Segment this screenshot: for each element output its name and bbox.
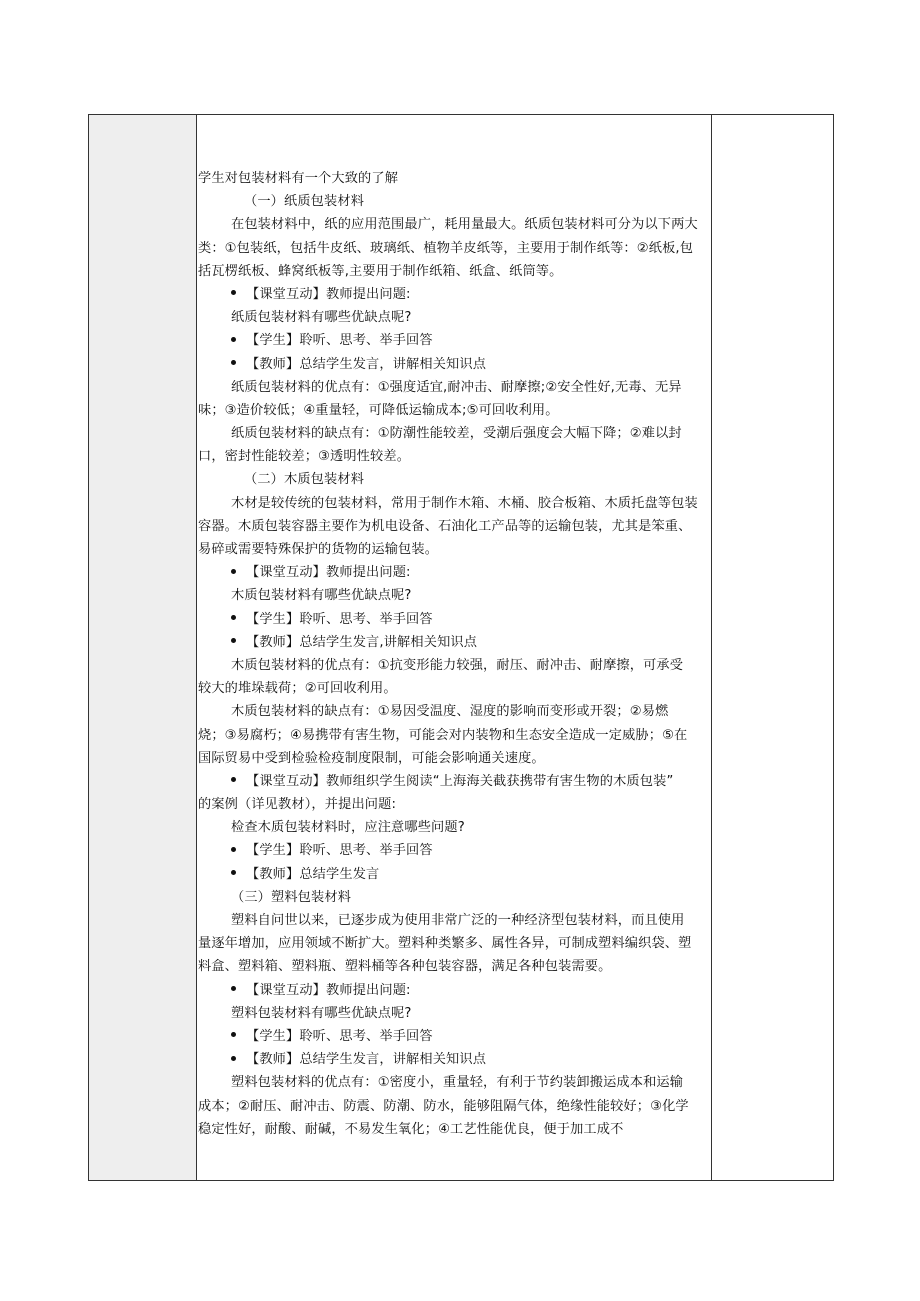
paragraph-line: 纸质包装材料的优点有：①强度适宜,耐冲击、耐摩擦;②安全性好,无毒、无异 [231,379,682,395]
lesson-table [88,114,834,1181]
paragraph-line: 纸质包装材料有哪些优缺点呢? [231,310,412,326]
section-heading: （一）纸质包装材料 [244,194,365,210]
bullet-item: 【课堂互动】教师提出问题: [198,561,712,584]
section-heading: （三）塑料包装材料 [231,889,352,905]
paragraph-line: 烧；③易腐朽；④易携带有害生物，可能会对内装物和生态安全造成一定威胁；⑤在 [198,727,688,743]
paragraph-line: 木材是较传统的包装材料，常用于制作木箱、木桶、胶合板箱、木质托盘等包装 [231,495,698,511]
paragraph-line: 成本；②耐压、耐冲击、防震、防潮、防水，能够阻隔气体，绝缘性能较好；③化学 [198,1098,689,1114]
bullet-item: 【教师】总结学生发言 [198,863,712,886]
bullet-item: 【教师】总结学生发言，讲解相关知识点 [198,1048,712,1071]
paragraph-line: 塑料包装材料的优点有：①密度小，重量轻，有利于节约装卸搬运成本和运输 [231,1075,684,1091]
bullet-icon [231,290,236,295]
paragraph-line: 括瓦楞纸板、蜂窝纸板等,主要用于制作纸箱、纸盒、纸筒等。 [198,263,563,279]
content-cell [198,115,712,1180]
bullet-icon [231,360,236,365]
bullet-icon [231,615,236,620]
paragraph-line: 稳定性好，耐酸、耐碱，不易发生氧化；④工艺性能优良，便于加工成不 [198,1121,624,1137]
paragraph-line: 木质包装材料的优点有：①抗变形能力较强，耐压、耐冲击、耐摩擦，可承受 [231,657,684,673]
paragraph-line: 味；③造价较低；④重量轻，可降低运输成本;⑤可回收利用。 [198,402,559,418]
bullet-item: 【教师】总结学生发言,讲解相关知识点 [198,631,712,654]
bullet-icon [231,986,236,991]
bullet-icon [231,638,236,643]
right-column-cell [711,115,833,1180]
bullet-item: 【课堂互动】教师提出问题: [198,979,712,1002]
bullet-icon [231,777,236,782]
bullet-icon [231,870,236,875]
bullet-icon [231,337,236,342]
paragraph-line: 纸质包装材料的缺点有：①防潮性能较差，受潮后强度会大幅下降；②难以封 [231,426,682,442]
bullet-item: 【学生】聆听、思考、举手回答 [198,329,712,352]
bullet-icon [231,569,236,574]
paragraph-line: 料盒、塑料箱、塑料瓶、塑料桶等各种包装容器，满足各种包装需要。 [198,959,612,975]
paragraph-line: 塑料包装材料有哪些优缺点呢? [231,1005,412,1021]
paragraph-line: 在包装材料中，纸的应用范围最广，耗用量最大。纸质包装材料可分为以下两大 [231,217,698,233]
left-column-cell [89,115,197,1180]
bullet-item: 【教师】总结学生发言，讲解相关知识点 [198,353,712,376]
paragraph-line: 易碎或需要特殊保护的货物的运输包装。 [198,542,439,557]
bullet-icon [231,1032,236,1037]
paragraph-line: 塑料自问世以来，已逐步成为使用非常广泛的一种经济型包装材料，而且使用 [231,913,685,928]
paragraph-line: 口，密封性能较差；③透明性较差。 [198,449,411,465]
text-line: 学生对包装材料有一个大致的了解 [198,171,399,186]
paragraph-line: 容器。木质包装容器主要作为机电设备、石油化工产品等的运输包装，尤其是笨重、 [198,518,692,534]
bullet-icon [231,1056,236,1061]
paragraph-line: 木质包装材料的缺点有：①易因受温度、湿度的影响而变形或开裂；②易燃 [231,704,669,720]
bullet-item: 【课堂互动】教师提出问题: [198,283,712,306]
bullet-icon [231,847,236,852]
bullet-item: 【学生】聆听、思考、举手回答 [198,839,712,862]
paragraph-line: 较大的堆垛载荷；②可回收利用。 [198,681,397,697]
bullet-item: 【学生】聆听、思考、举手回答 [198,1025,712,1048]
paragraph-line: 类：①包装纸，包括牛皮纸、玻璃纸、植物羊皮纸等，主要用于制作纸等：②纸板,包 [198,240,694,256]
paragraph-line: 木质包装材料有哪些优缺点呢? [231,588,412,604]
bullet-item: 【课堂互动】教师组织学生阅读“上海海关截获携带有害生物的木质包装” [198,770,712,793]
bullet-item: 【学生】聆听、思考、举手回答 [198,608,712,631]
paragraph-line: 的案例（详见教材），并提出问题: [198,797,397,813]
paragraph-line: 量逐年增加，应用领域不断扩大。塑料种类繁多、属性各异，可制成塑料编织袋、塑 [198,936,692,952]
paragraph-line: 国际贸易中受到检验检疫制度限制，可能会影响通关速度。 [198,750,545,766]
section-heading: （二）木质包装材料 [244,472,365,488]
paragraph-line: 检查木质包装材料时，应注意哪些问题? [231,820,465,836]
